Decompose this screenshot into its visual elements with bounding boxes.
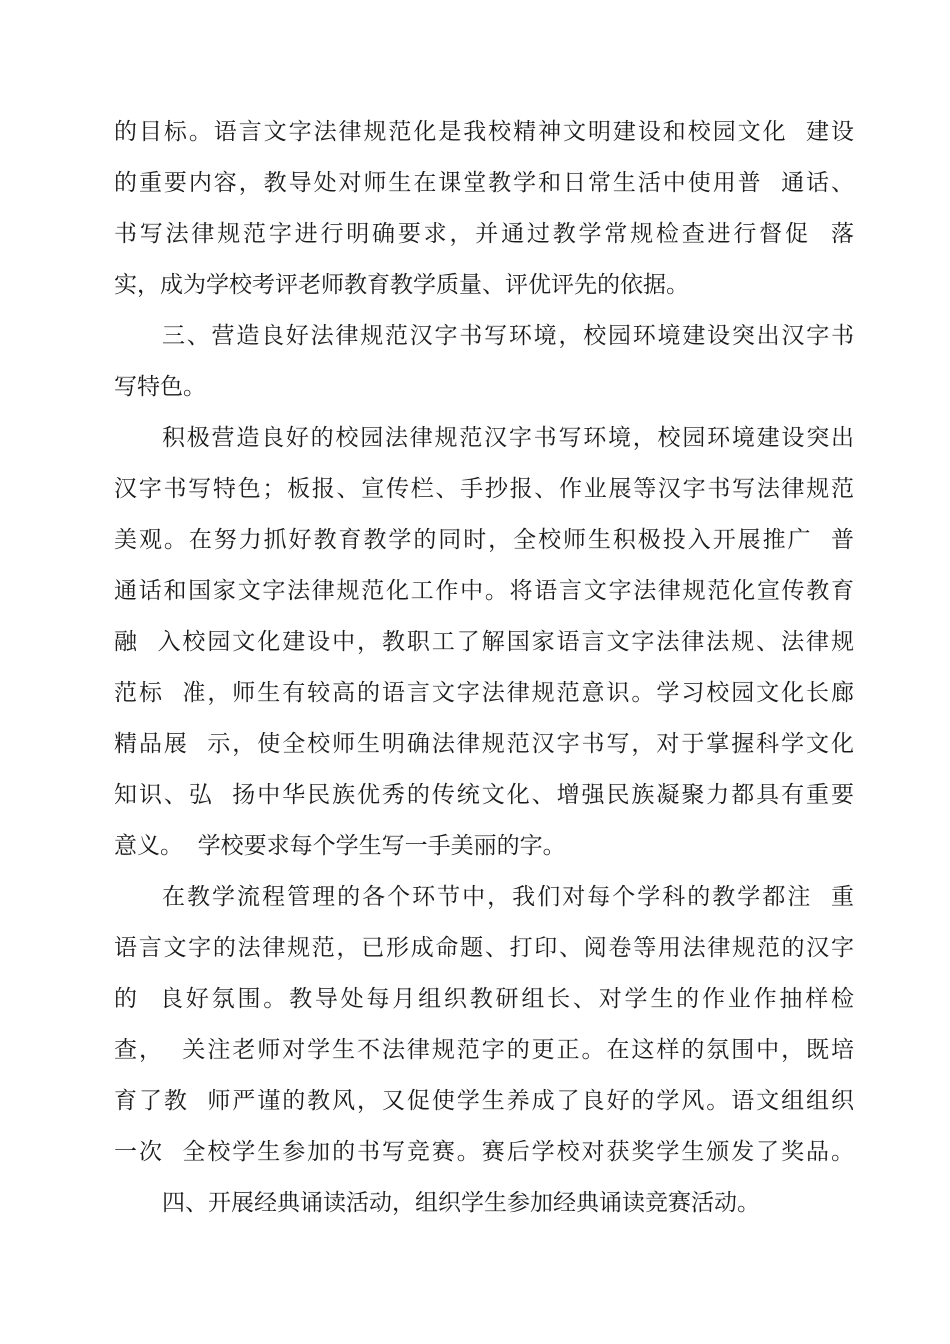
text-line: 知识、弘 扬中华民族优秀的传统文化、增强民族凝聚力都具有重要	[114, 782, 854, 808]
text-line: 积极营造良好的校园法律规范汉字书写环境，校园环境建设突出	[162, 425, 854, 451]
text-line: 查， 关注老师对学生不法律规范字的更正。在这样的氛围中，既培	[114, 1037, 854, 1063]
section-heading: 写特色。	[114, 374, 206, 400]
section-heading: 四、开展经典诵读活动，组织学生参加经典诵读竞赛活动。	[162, 1190, 760, 1216]
text-line: 的 良好氛围。教导处每月组织教研组长、对学生的作业作抽样检	[114, 986, 854, 1012]
text-line: 育了教 师严谨的教风，又促使学生养成了良好的学风。语文组组织	[114, 1088, 854, 1114]
text-line: 融 入校园文化建设中，教职工了解国家语言文字法律法规、法律规	[114, 629, 854, 655]
text-line: 的目标。语言文字法律规范化是我校精神文明建设和校园文化 建设	[114, 119, 854, 145]
text-line: 精品展 示，使全校师生明确法律规范汉字书写，对于掌握科学文化	[114, 731, 854, 757]
text-line: 意义。 学校要求每个学生写一手美丽的字。	[114, 833, 566, 859]
text-line: 美观。在努力抓好教育教学的同时，全校师生积极投入开展推广 普	[114, 527, 854, 553]
text-line: 语言文字的法律规范，已形成命题、打印、阅卷等用法律规范的汉字	[114, 935, 854, 961]
text-line: 通话和国家文字法律规范化工作中。将语言文字法律规范化宣传教育	[114, 578, 854, 604]
text-line: 书写法律规范字进行明确要求，并通过教学常规检查进行督促 落	[114, 221, 854, 247]
text-line: 一次 全校学生参加的书写竞赛。赛后学校对获奖学生颁发了奖品。	[114, 1139, 854, 1165]
text-line: 实，成为学校考评老师教育教学质量、评优评先的依据。	[114, 272, 689, 298]
text-line: 的重要内容，教导处对师生在课堂教学和日常生活中使用普 通话、	[114, 170, 854, 196]
text-line: 在教学流程管理的各个环节中，我们对每个学科的教学都注 重	[162, 884, 854, 910]
text-line: 汉字书写特色；板报、宣传栏、手抄报、作业展等汉字书写法律规范	[114, 476, 854, 502]
text-line: 范标 准，师生有较高的语言文字法律规范意识。学习校园文化长廊	[114, 680, 854, 706]
section-heading: 三、营造良好法律规范汉字书写环境，校园环境建设突出汉字书	[162, 323, 854, 349]
